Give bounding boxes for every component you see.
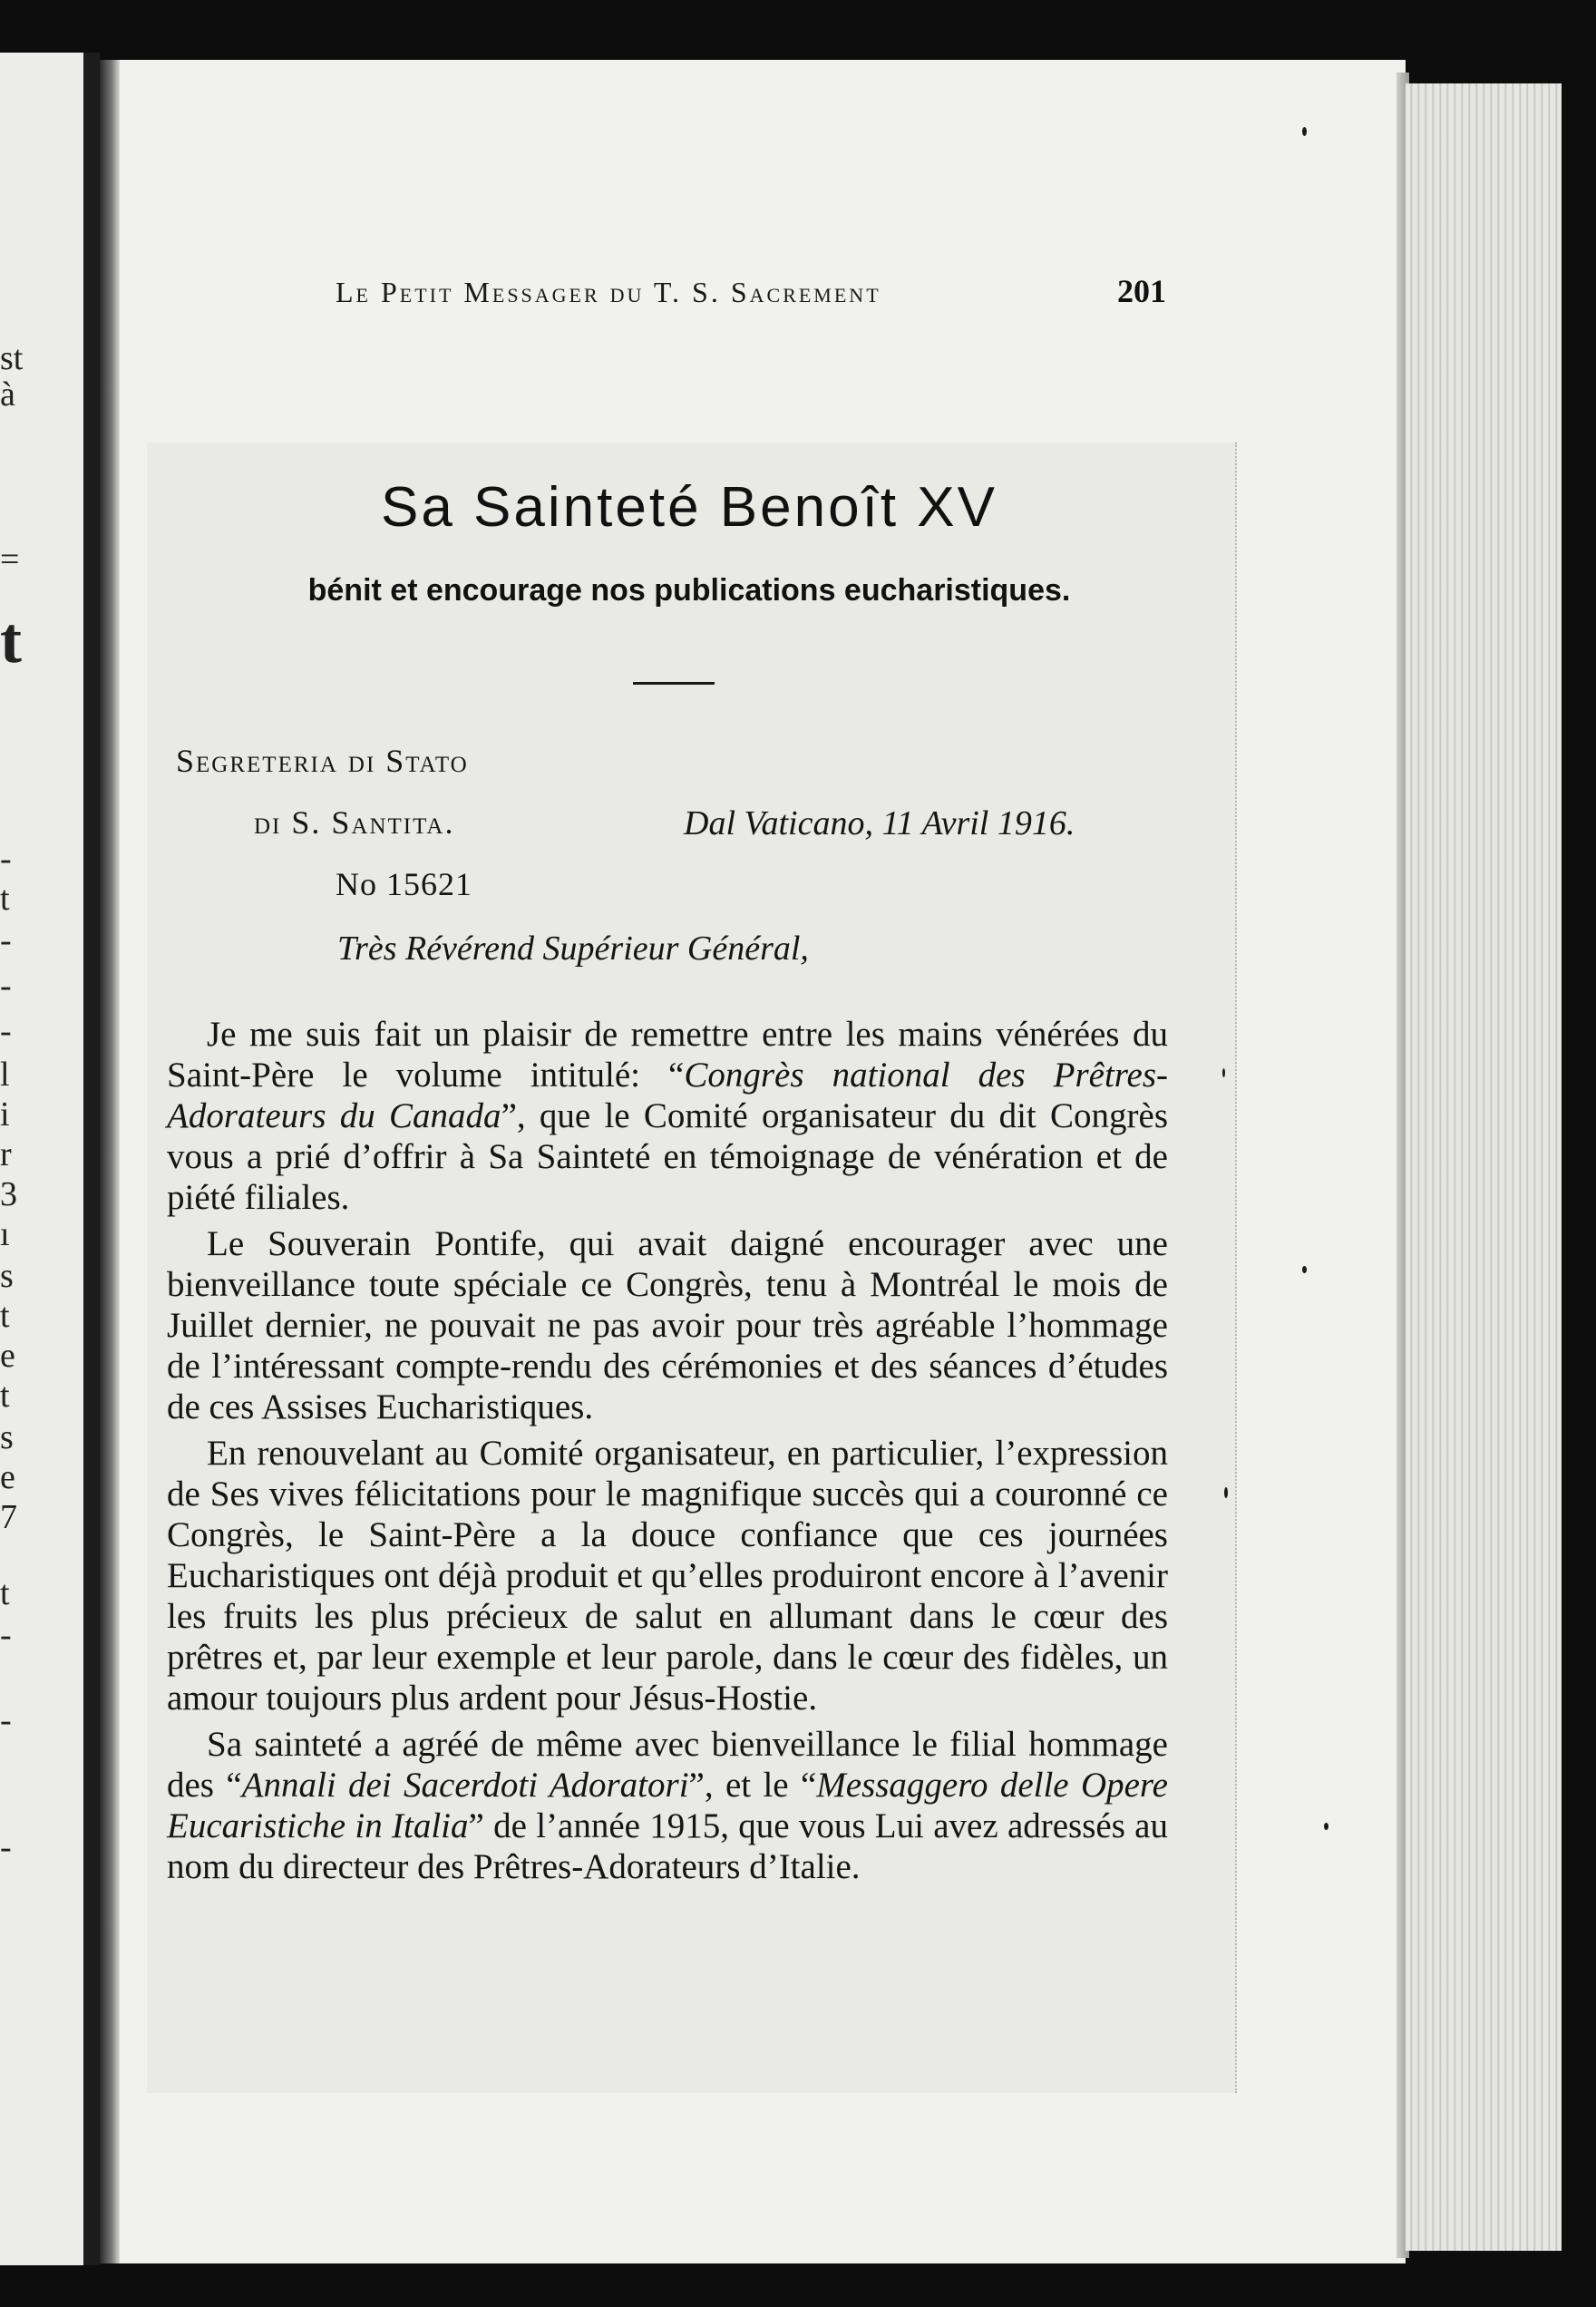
- reference-number: No 15621: [336, 866, 472, 902]
- article-title: Sa Sainteté Benoît XV: [381, 476, 998, 539]
- prev-fragment: -: [0, 840, 12, 878]
- prev-fragment: i: [0, 1095, 10, 1134]
- title-divider: [633, 682, 715, 685]
- running-header: [218, 273, 1179, 319]
- prev-fragment: -: [0, 1828, 12, 1866]
- paragraph-4: [167, 1724, 1168, 1887]
- page-gutter: [100, 60, 120, 2263]
- prev-fragment: t: [0, 604, 22, 677]
- paragraph-4-text: Sa sainteté a agréé de même avec bienveillance le filial hommage des “: [167, 1725, 1168, 1805]
- prev-fragment: 7: [0, 1498, 17, 1536]
- paragraph-4-text-mid: ”, et le “: [688, 1766, 817, 1805]
- stacked-page-edges: [1406, 83, 1562, 2251]
- paragraph-1-text-end: ”, que le Comité organisateur du dit Congrès vous a prié d’offrir à Sa Sainteté en témoignage de vénération et de piété filiales.: [167, 1096, 1168, 1217]
- prev-fragment: -: [0, 1701, 12, 1739]
- paragraph-4-italic-2: Messaggero delle Opere Eucaristiche in Italia: [167, 1766, 1168, 1845]
- running-title: Le Petit Messager du T. S. Sacrement: [336, 276, 881, 308]
- paragraph-4-text-end: ” de l’année 1915, que vous Lui avez adressés au nom du directeur des Prêtres-Adorateurs d’Italie.: [167, 1806, 1168, 1886]
- paragraph-4-italic-1: Annali dei Sacerdoti Adoratori: [241, 1766, 689, 1805]
- prev-fragment: ı: [0, 1215, 10, 1253]
- prev-fragment: t: [0, 880, 10, 918]
- scan-speck: [1224, 1487, 1228, 1498]
- dateline: Dal Vaticano, 11 Avril 1916.: [684, 804, 1075, 842]
- paragraph-3: En renouvelant au Comité organisateur, en particulier, l’expression de Ses vives félicitations pour le magnifique succès qui a couronné ce Congrès, le Saint-Père a la douce confiance que ces journées Eucharistiques ont déjà produit et qu’elles produiront encore à l’avenir les fruits les plus précieux de salut en allumant dans le cœur des prêtres et, par leur exemple et leur parole, dans le cœur des fidèles, un amour toujours plus ardent pour Jésus-Hostie.: [167, 1434, 1168, 1718]
- article-subtitle: bénit et encourage nos publications eucharistiques.: [307, 573, 1071, 608]
- prev-fragment: e: [0, 1458, 15, 1496]
- prev-fragment: e: [0, 1337, 15, 1375]
- prev-fragment: =: [0, 540, 20, 579]
- scan-speck: [1302, 1266, 1307, 1273]
- prev-fragment: t: [0, 1574, 10, 1612]
- paragraph-1: [167, 1014, 1168, 1218]
- office-line-2: di S. Santita.: [254, 804, 455, 841]
- scan-speck: [1302, 127, 1307, 136]
- prev-fragment: s: [0, 1257, 14, 1295]
- prev-fragment: t: [0, 1297, 10, 1335]
- scan-speck: [1324, 1823, 1328, 1830]
- letter-body: [167, 1014, 1168, 1893]
- prev-fragment: -: [0, 1616, 12, 1654]
- paragraph-1-text: Je me suis fait un plaisir de remettre entre les mains vénérées du Saint-Père le volume intitulé: “: [167, 1015, 1168, 1095]
- page-number: 201: [1117, 273, 1166, 309]
- prev-fragment: -: [0, 967, 12, 1005]
- prev-fragment: -: [0, 1012, 12, 1050]
- prev-fragment: t: [0, 1377, 10, 1415]
- prev-fragment: l: [0, 1056, 10, 1094]
- office-line-1: Segreteria di Stato: [176, 743, 469, 779]
- prev-fragment: 3: [0, 1175, 17, 1213]
- paragraph-2: Le Souverain Pontife, qui avait daigné encourager avec une bienveillance toute spéciale ce Congrès, tenu à Montréal le mois de Juillet dernier, ne pouvait ne pas avoir pour très agréable l’hommage de l’intéressant compte-rendu des cérémonies et des séances d’études de ces Assises Eucharistiques.: [167, 1224, 1168, 1426]
- prev-fragment: st: [0, 339, 24, 377]
- previous-page-edge: [0, 53, 100, 2265]
- prev-fragment: s: [0, 1418, 14, 1456]
- prev-fragment: à: [0, 375, 15, 414]
- scan-speck: [1222, 1068, 1225, 1077]
- prev-fragment: -: [0, 921, 12, 959]
- paragraph-1-italic: Congrès national des Prêtres-Adorateurs du Canada: [167, 1056, 1168, 1135]
- prev-fragment: r: [0, 1135, 12, 1173]
- salutation: Très Révérend Supérieur Général,: [337, 930, 809, 968]
